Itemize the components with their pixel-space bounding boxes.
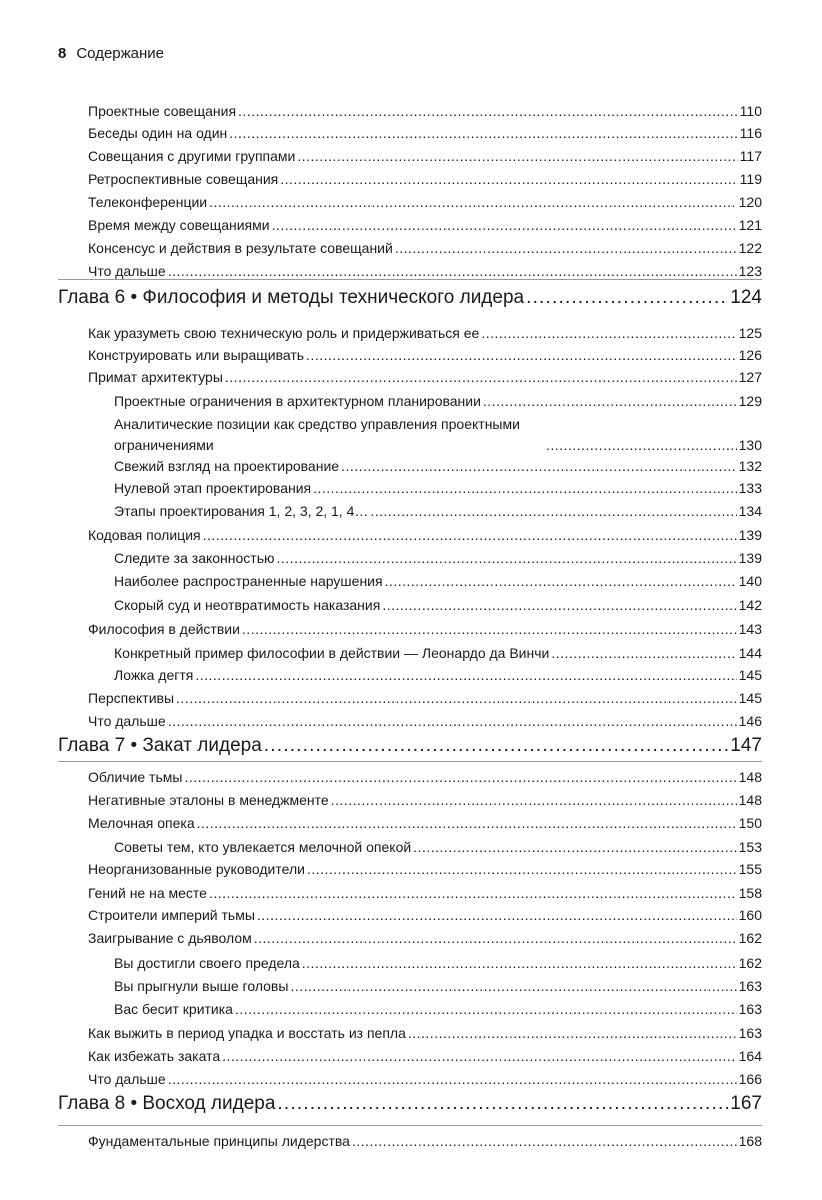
toc-entry-title: Беседы один на один <box>88 125 228 141</box>
toc-section-entry <box>88 710 762 732</box>
dot-leader <box>272 214 737 236</box>
toc-entry-page: 148 <box>738 769 762 785</box>
dot-leader <box>242 618 737 640</box>
toc-chapter-heading <box>58 1090 762 1118</box>
toc-entry-page: 168 <box>738 1133 762 1149</box>
dot-leader <box>370 500 736 522</box>
toc-subsection-entry <box>114 390 762 412</box>
toc-section-entry <box>88 1045 762 1067</box>
toc-subsection-entry <box>114 547 762 569</box>
chapter-divider <box>58 279 762 280</box>
toc-entry-page: 166 <box>738 1071 762 1087</box>
dot-leader <box>551 642 736 664</box>
dot-leader <box>277 1090 728 1118</box>
dot-leader <box>168 710 737 732</box>
toc-entry-title: Наиболее распространенные нарушения <box>114 573 383 589</box>
toc-entry-title: Как выжить в период упадка и восстать из пепла <box>88 1025 406 1041</box>
dot-leader <box>483 390 737 412</box>
toc-entry-title: Вы прыгнули выше головы <box>114 978 289 994</box>
toc-section-entry <box>88 687 762 709</box>
toc-entry-title: Кодовая полиция <box>88 527 201 543</box>
toc-entry-title: Следите за законностью <box>114 550 275 566</box>
toc-entry-title: Свежий взгляд на проектирование <box>114 458 340 474</box>
page-number: 8 <box>58 45 67 62</box>
running-header-title: Содержание <box>76 45 165 62</box>
toc-entry-page: 155 <box>738 861 762 877</box>
toc-section-entry <box>88 882 762 904</box>
toc-section-entry <box>88 145 762 167</box>
toc-subsection-entry <box>114 998 762 1020</box>
toc-entry-page: 117 <box>739 148 762 164</box>
toc-entry-page: 120 <box>738 194 762 210</box>
dot-leader <box>229 122 737 144</box>
dot-leader <box>280 168 737 190</box>
toc-entry-title: Конкретный пример философии в действии — Леонардо да Винчи <box>114 645 550 661</box>
toc-section-entry <box>88 366 762 388</box>
toc-entry-title: Проектные ограничения в архитектурном планировании <box>114 393 481 409</box>
dot-leader <box>408 1022 737 1044</box>
toc-section-entry <box>88 812 762 834</box>
toc-section-entry <box>88 191 762 213</box>
toc-section-entry <box>88 100 762 122</box>
toc-subsection-entry <box>114 412 762 456</box>
dot-leader <box>277 547 737 569</box>
dot-leader <box>225 366 737 388</box>
toc-entry-page: 140 <box>738 573 762 589</box>
toc-entry-title: Гений не на месте <box>88 885 207 901</box>
toc-entry-title: Глава 6 • Философия и методы технического лидера <box>58 287 525 308</box>
toc-entry-page: 145 <box>738 667 762 683</box>
toc-entry-title: Философия в действии <box>88 621 240 637</box>
toc-entry-page: 129 <box>738 393 762 409</box>
toc-subsection-entry <box>114 500 762 522</box>
toc-entry-page: 153 <box>738 839 762 855</box>
dot-leader <box>264 732 729 760</box>
toc-entry-title: Консенсус и действия в результате совещаний <box>88 240 393 256</box>
toc-entry-title: Примат архитектуры <box>88 369 223 385</box>
toc-subsection-entry <box>114 836 762 858</box>
toc-entry-title: Скорый суд и неотвратимость наказания <box>114 597 381 613</box>
toc-entry-page: 163 <box>738 978 762 994</box>
dot-leader <box>302 952 737 974</box>
toc-section-entry <box>88 1130 762 1152</box>
toc-entry-page: 124 <box>730 287 762 308</box>
toc-entry-page: 121 <box>738 217 762 233</box>
running-header <box>58 44 164 64</box>
dot-leader <box>526 284 728 312</box>
toc-entry-page: 139 <box>738 527 762 543</box>
toc-section-entry <box>88 122 762 144</box>
toc-entry-page: 130 <box>738 437 762 453</box>
dot-leader <box>184 766 736 788</box>
toc-entry-title: Что дальше <box>88 713 166 729</box>
dot-leader <box>209 191 737 213</box>
dot-leader <box>203 524 737 546</box>
toc-entry-page: 125 <box>738 325 762 341</box>
toc-entry-page: 158 <box>738 885 762 901</box>
toc-entry-title: Нулевой этап проектирования <box>114 480 312 496</box>
dot-leader <box>481 322 736 344</box>
toc-entry-page: 127 <box>738 369 762 385</box>
toc-entry-page: 164 <box>738 1048 762 1064</box>
toc-entry-title: Как уразуметь свою техническую роль и придерживаться ее <box>88 325 480 341</box>
toc-entry-page: 162 <box>738 930 762 946</box>
toc-entry-page: 134 <box>738 503 762 519</box>
toc-entry-title: Неорганизованные руководители <box>88 861 305 877</box>
toc-subsection-entry <box>114 975 762 997</box>
toc-entry-page: 142 <box>738 597 762 613</box>
dot-leader <box>254 927 737 949</box>
toc-chapter-heading <box>58 732 762 760</box>
toc-entry-page: 119 <box>739 171 762 187</box>
toc-entry-title: Вас бесит критика <box>114 1001 233 1017</box>
dot-leader <box>385 570 737 592</box>
dot-leader <box>395 237 737 259</box>
toc-entry-page: 148 <box>738 792 762 808</box>
toc-entry-title: Советы тем, кто увлекается мелочной опекой <box>114 839 412 855</box>
dot-leader <box>257 904 737 926</box>
toc-entry-page: 146 <box>738 713 762 729</box>
toc-entry-title: Ложка дегтя <box>114 667 194 683</box>
toc-entry-page: 160 <box>738 907 762 923</box>
toc-entry-title: Этапы проектирования 1, 2, 3, 2, 1, 4… <box>114 503 369 519</box>
toc-entry-title: Время между совещаниями <box>88 217 270 233</box>
toc-section-entry <box>88 618 762 640</box>
toc-entry-title: Вы достигли своего предела <box>114 955 300 971</box>
toc-subsection-entry <box>114 664 762 686</box>
toc-entry-title: Что дальше <box>88 1071 166 1087</box>
toc-section-entry <box>88 927 762 949</box>
toc-chapter-heading <box>58 284 762 312</box>
dot-leader <box>306 344 737 366</box>
toc-entry-page: 145 <box>738 690 762 706</box>
toc-entry-title: Глава 7 • Закат лидера <box>58 735 262 756</box>
toc-section-entry <box>88 766 762 788</box>
toc-entry-page: 139 <box>738 550 762 566</box>
dot-leader <box>197 812 737 834</box>
toc-entry-title: Глава 8 • Восход лидера <box>58 1093 276 1114</box>
toc-entry-page: 162 <box>738 955 762 971</box>
dot-leader <box>413 836 736 858</box>
toc-subsection-entry <box>114 594 762 616</box>
toc-section-entry <box>88 904 762 926</box>
toc-subsection-entry <box>114 477 762 499</box>
dot-leader <box>195 664 736 686</box>
dot-leader <box>313 477 737 499</box>
toc-subsection-entry <box>114 952 762 974</box>
toc-entry-title: Ретроспективные совещания <box>88 171 279 187</box>
toc-entry-title: Аналитические позиции как средство управления проектными ограничениями <box>114 416 520 453</box>
dot-leader <box>290 975 736 997</box>
toc-entry-title: Обличие тьмы <box>88 769 183 785</box>
toc-entry-title: Как избежать заката <box>88 1048 221 1064</box>
toc-section-entry <box>88 1068 762 1090</box>
toc-subsection-entry <box>114 642 762 664</box>
dot-leader <box>235 998 737 1020</box>
dot-leader <box>341 455 737 477</box>
dot-leader <box>307 858 737 880</box>
chapter-divider <box>58 761 762 762</box>
toc-entry-page: 147 <box>730 735 762 756</box>
dot-leader <box>222 1045 737 1067</box>
toc-entry-title: Негативные эталоны в менеджменте <box>88 792 329 808</box>
toc-entry-title: Что дальше <box>88 263 166 279</box>
dot-leader <box>352 1130 737 1152</box>
dot-leader <box>209 882 737 904</box>
toc-entry-title: Строители империй тьмы <box>88 907 255 923</box>
toc-section-entry <box>88 214 762 236</box>
toc-entry-title: Фундаментальные принципы лидерства <box>88 1133 350 1149</box>
toc-section-entry <box>88 858 762 880</box>
toc-entry-title: Проектные совещания <box>88 103 237 119</box>
toc-section-entry <box>88 789 762 811</box>
toc-section-entry <box>88 322 762 344</box>
toc-entry-page: 126 <box>738 347 762 363</box>
dot-leader <box>382 594 736 616</box>
toc-section-entry <box>88 524 762 546</box>
toc-section-entry <box>88 1022 762 1044</box>
toc-subsection-entry <box>114 570 762 592</box>
toc-entry-page: 122 <box>738 240 762 256</box>
toc-section-entry <box>88 344 762 366</box>
dot-leader <box>168 1068 737 1090</box>
dot-leader <box>297 145 737 167</box>
toc-entry-page: 150 <box>738 815 762 831</box>
toc-entry-page: 163 <box>738 1001 762 1017</box>
toc-entry-title: Совещания с другими группами <box>88 148 296 164</box>
dot-leader <box>176 687 737 709</box>
toc-entry-page: 144 <box>738 645 762 661</box>
dot-leader <box>546 434 737 456</box>
toc-entry-page: 132 <box>738 458 762 474</box>
dot-leader <box>331 789 737 811</box>
toc-entry-page: 133 <box>738 480 762 496</box>
toc-subsection-entry <box>114 455 762 477</box>
toc-entry-page: 143 <box>738 621 762 637</box>
toc-entry-title: Заигрывание с дьяволом <box>88 930 252 946</box>
toc-entry-page: 116 <box>739 125 762 141</box>
toc-entry-title: Конструировать или выращивать <box>88 347 305 363</box>
toc-entry-page: 167 <box>730 1093 762 1114</box>
toc-entry-page: 110 <box>739 103 762 119</box>
toc-section-entry <box>88 168 762 190</box>
toc-entry-page: 123 <box>738 263 762 279</box>
toc-entry-title: Телеконференции <box>88 194 208 210</box>
toc-entry-title: Мелочная опека <box>88 815 195 831</box>
toc-section-entry <box>88 237 762 259</box>
chapter-divider <box>58 1125 762 1126</box>
dot-leader <box>238 100 738 122</box>
toc-entry-page: 163 <box>738 1025 762 1041</box>
toc-entry-title: Перспективы <box>88 690 175 706</box>
